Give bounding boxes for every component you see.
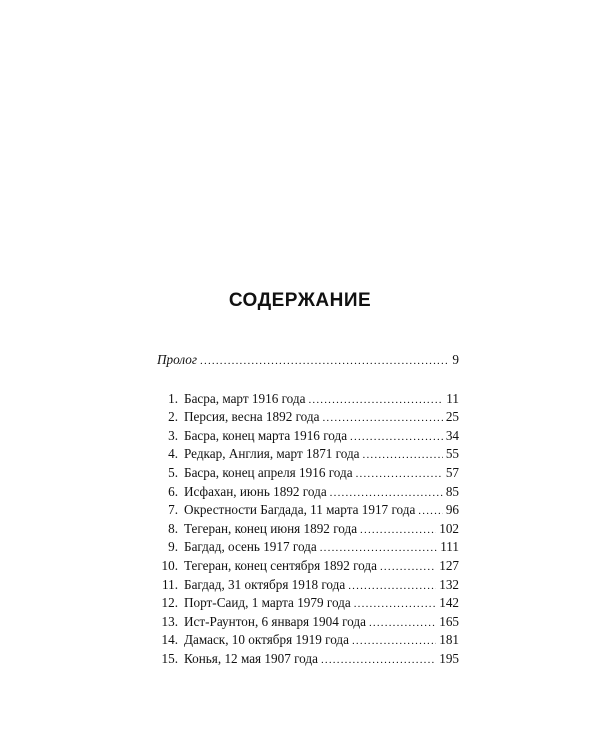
toc-entry-page: 142: [439, 595, 459, 611]
dot-leader: [321, 654, 436, 666]
dot-leader: [356, 468, 443, 480]
toc-entry: [157, 409, 459, 428]
table-of-contents: [157, 352, 459, 670]
toc-entry-title: Дамаск, 10 октября 1919 года: [184, 632, 349, 648]
dot-leader: [369, 617, 436, 629]
toc-entry-number: 10.: [161, 557, 178, 573]
toc-entry-page: 57: [445, 464, 459, 480]
toc-entry-title: Порт-Саид, 1 марта 1979 года: [184, 595, 351, 611]
toc-entry-number: 11.: [162, 576, 178, 592]
toc-entry-number: 2.: [168, 409, 178, 425]
toc-entry: [157, 558, 459, 577]
toc-entry-page: 195: [439, 650, 459, 666]
toc-entry: [157, 632, 459, 651]
dot-leader: [354, 598, 436, 610]
toc-entry-number: 1.: [168, 390, 178, 406]
toc-entry-title: Пролог: [157, 352, 198, 367]
dot-leader: [330, 487, 443, 499]
toc-entry-page: 25: [445, 409, 459, 425]
toc-entry-number: 13.: [161, 613, 178, 629]
toc-entry-page: 111: [440, 539, 459, 555]
toc-entry-number: 6.: [168, 483, 178, 499]
toc-entry-page: 127: [439, 557, 459, 573]
toc-entry-page: 102: [439, 520, 459, 536]
toc-entry-number: 15.: [161, 650, 178, 666]
toc-entry-title: Персия, весна 1892 года: [184, 409, 320, 425]
toc-entry: [157, 577, 459, 596]
toc-entry: [157, 484, 459, 503]
toc-entry-title: Багдад, 31 октября 1918 года: [184, 576, 346, 592]
toc-entry-title: Тегеран, конец сентября 1892 года: [184, 557, 377, 573]
toc-entry: [157, 521, 459, 540]
toc-entry-number: 4.: [168, 446, 178, 462]
toc-entry-title: Конья, 12 мая 1907 года: [184, 650, 318, 666]
toc-entry-page: 85: [445, 483, 459, 499]
toc-entry: [157, 651, 459, 670]
toc-entry: [157, 428, 459, 447]
toc-entry: [157, 595, 459, 614]
toc-entry-number: 14.: [161, 632, 178, 648]
toc-entry-title: Окрестности Багдада, 11 марта 1917 года: [184, 502, 416, 518]
toc-entry-title: Багдад, осень 1917 года: [184, 539, 317, 555]
toc-entry-page: 9: [452, 352, 459, 367]
dot-leader: [308, 394, 443, 406]
dot-leader: [200, 355, 449, 367]
dot-leader: [380, 561, 436, 573]
toc-entry-page: 165: [439, 613, 459, 629]
dot-leader: [320, 542, 437, 554]
dot-leader: [350, 431, 443, 443]
dot-leader: [418, 505, 443, 517]
toc-entry: [157, 502, 459, 521]
toc-entry-title: Исфахан, июнь 1892 года: [184, 483, 327, 499]
toc-entry: [157, 614, 459, 633]
toc-entry-page: 181: [439, 632, 459, 648]
dot-leader: [363, 449, 443, 461]
toc-entry: [157, 539, 459, 558]
toc-entry: [157, 465, 459, 484]
toc-entry-title: Басра, конец апреля 1916 года: [184, 464, 353, 480]
toc-entry-title: Басра, март 1916 года: [184, 390, 306, 406]
toc-entry-number: 5.: [168, 464, 178, 480]
toc-entry-number: 7.: [168, 502, 178, 518]
toc-entry-prologue: [157, 352, 459, 371]
dot-leader: [348, 580, 436, 592]
toc-entry-number: 8.: [168, 520, 178, 536]
toc-entry-page: 55: [445, 446, 459, 462]
toc-entry-title: Тегеран, конец июня 1892 года: [184, 520, 358, 536]
toc-entry-page: 132: [439, 576, 459, 592]
toc-entry-title: Басра, конец марта 1916 года: [184, 427, 348, 443]
dot-leader: [360, 524, 436, 536]
toc-heading: СОДЕРЖАНИЕ: [228, 290, 372, 311]
toc-entry-page: 11: [446, 390, 459, 406]
toc-entry-number: 12.: [161, 595, 178, 611]
toc-entry-title: Ист-Раунтон, 6 января 1904 года: [184, 613, 366, 629]
dot-leader: [352, 635, 436, 647]
toc-entry-number: 9.: [168, 539, 178, 555]
chapter-list: [157, 391, 459, 670]
toc-entry-title: Редкар, Англия, март 1871 года: [184, 446, 360, 462]
toc-entry-number: 3.: [168, 427, 178, 443]
toc-entry-page: 34: [445, 427, 459, 443]
toc-entry: [157, 391, 459, 410]
toc-entry: [157, 446, 459, 465]
dot-leader: [322, 412, 442, 424]
toc-entry-page: 96: [445, 502, 459, 518]
